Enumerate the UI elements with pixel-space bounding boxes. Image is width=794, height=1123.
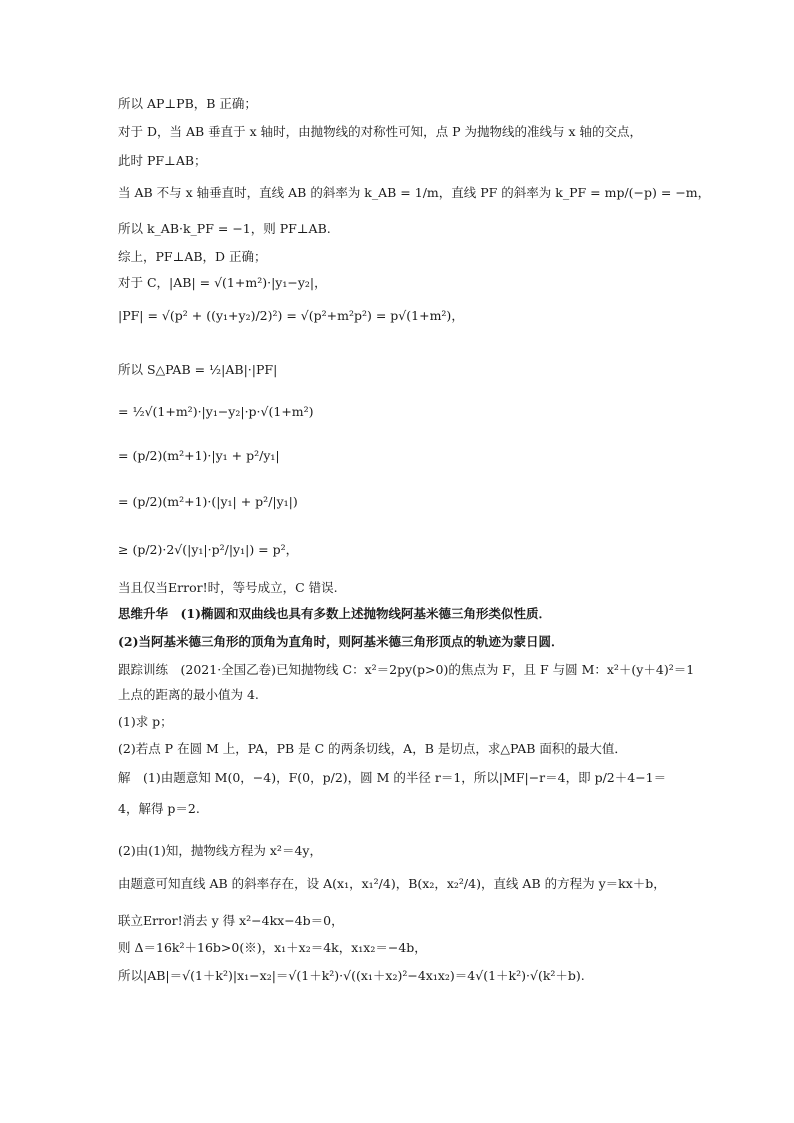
text-line: |PF| = √(p² + ((y₁+y₂)/2)²) = √(p²+m²p²) = p√(1+m²)， [118,308,464,323]
text-line: = (p/2)(m²+1)·(|y₁| + p²/|y₁|) [118,494,298,509]
text-line: 综上，PF⊥AB，D 正确； [118,249,267,264]
text-line: ≥ (p/2)·2√(|y₁|·p²/|y₁|) = p²， [118,542,299,557]
text-line: 跟踪训练 (2021·全国乙卷)已知抛物线 C：x²＝2py(p>0)的焦点为 F，且 F 与圆 M：x²＋(y＋4)²＝1 [118,662,695,677]
text-line: 则 Δ＝16k²＋16b>0(※)，x₁＋x₂＝4k，x₁x₂＝−4b， [118,940,427,955]
text-line: 上点的距离的最小值为 4. [118,687,259,702]
text-line: 对于 C，|AB| = √(1+m²)·|y₁−y₂|， [118,275,327,290]
text-line: (2)当阿基米德三角形的顶角为直角时，则阿基米德三角形顶点的轨迹为蒙日圆． [118,634,564,649]
text-line: 所以 k_AB·k_PF = −1，则 PF⊥AB. [118,221,331,236]
text-line: (2)由(1)知，抛物线方程为 x²＝4y， [118,843,322,858]
text-line: 当且仅当Error!时，等号成立，C 错误. [118,580,338,595]
text-line: = ½√(1+m²)·|y₁−y₂|·p·√(1+m²) [118,404,314,419]
text-line: 所以 S△PAB = ½|AB|·|PF| [118,362,278,377]
text-line: 对于 D，当 AB 垂直于 x 轴时，由抛物线的对称性可知，点 P 为抛物线的准线与 x 轴的交点， [118,124,643,139]
text-line: 由题意可知直线 AB 的斜率存在，设 A(x₁，x₁²/4)，B(x₂，x₂²/4)，直线 AB 的方程为 y＝kx＋b， [118,876,666,891]
text-line: 解 (1)由题意知 M(0，−4)，F(0，p/2)，圆 M 的半径 r＝1，所以|MF|−r＝4，即 p/2＋4−1＝ [118,770,667,785]
text-line: = (p/2)(m²+1)·|y₁ + p²/y₁| [118,448,280,463]
text-line: 当 AB 不与 x 轴垂直时，直线 AB 的斜率为 k_AB = 1/m，直线 PF 的斜率为 k_PF = mp/(−p) = −m， [118,185,711,200]
text-line: 联立Error!消去 y 得 x²−4kx−4b＝0， [118,913,344,928]
text-line: (1)求 p； [118,714,173,729]
text-line: 此时 PF⊥AB； [118,153,207,168]
text-line: (2)若点 P 在圆 M 上，PA，PB 是 C 的两条切线，A，B 是切点，求△PAB 面积的最大值． [118,741,627,756]
text-line: 4，解得 p＝2. [118,801,200,816]
text-line: 所以 AP⊥PB，B 正确； [118,96,257,111]
text-line: 思维升华 (1)椭圆和双曲线也具有多数上述抛物线阿基米德三角形类似性质． [118,606,552,621]
text-line: 所以|AB|＝√(1＋k²)|x₁−x₂|＝√(1＋k²)·√((x₁＋x₂)²−4x₁x₂)＝4√(1＋k²)·√(k²＋b). [118,968,585,983]
